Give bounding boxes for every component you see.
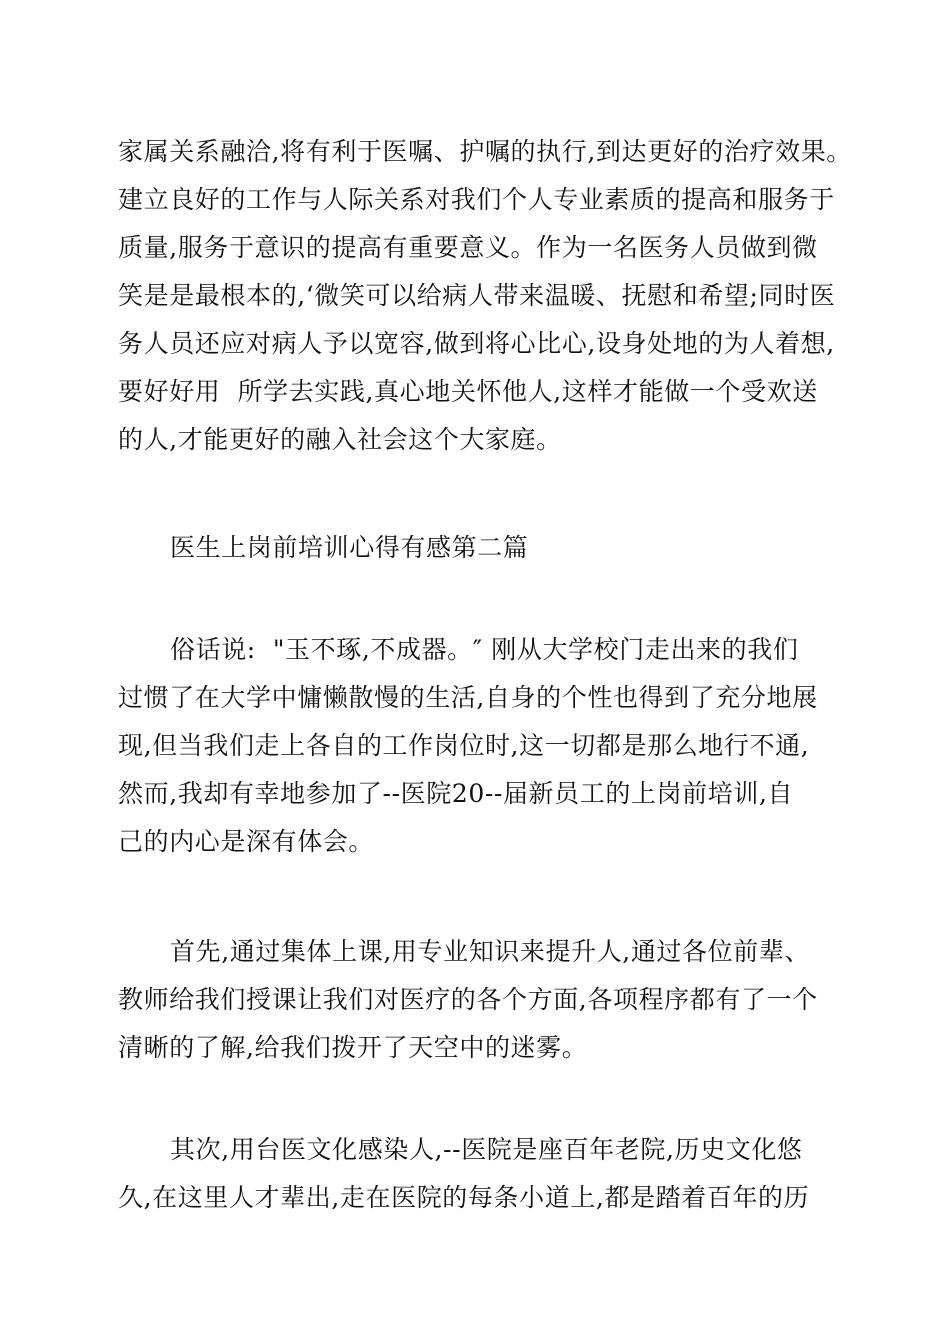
paragraph-line: 质量,服务于意识的提高有重要意义。作为一名医务人员做到微 (118, 233, 818, 262)
paragraph-line: 家属关系融洽,将有利于医嘱、护嘱的执行,到达更好的治疗效果。 (118, 137, 852, 166)
paragraph-line: 己的内心是深有体会。 (118, 827, 375, 856)
paragraph-line: 笑是是最根本的,‘微笑可以给病人带来温暖、抚慰和希望;同时医 (118, 281, 836, 310)
paragraph-line: 其次,用台医文化感染人,--医院是座百年老院,历史文化悠 (170, 1135, 803, 1164)
paragraph-line: 教师给我们授课让我们对医疗的各个方面,各项程序都有了一个 (118, 985, 818, 1014)
section-heading: 医生上岗前培训心得有感第二篇 (170, 533, 529, 562)
paragraph-line: 久,在这里人才辈出,走在医院的每条小道上,都是踏着百年的历 (118, 1183, 810, 1212)
paragraph-line: 的人,才能更好的融入社会这个大家庭。 (118, 425, 562, 454)
paragraph-line: 过惯了在大学中慵懒散慢的生活,自身的个性也得到了充分地展 (118, 683, 818, 712)
paragraph-line: 然而,我却有幸地参加了--医院20--届新员工的上岗前培训,自 (118, 779, 794, 808)
paragraph-line: 清晰的了解,给我们拨开了天空中的迷雾。 (118, 1033, 588, 1062)
paragraph-line: 要好好用 所学去实践,真心地关怀他人,这样才能做一个受欢送 (118, 377, 818, 406)
paragraph-line: 首先,通过集体上课,用专业知识来提升人,通过各位前辈、 (170, 937, 811, 966)
paragraph-line: 俗话说: "玉不琢,不成器。″ 刚从大学校门走出来的我们 (170, 635, 799, 664)
paragraph-line: 现,但当我们走上各自的工作岗位时,这一切都是那么地行不通, (118, 731, 810, 760)
paragraph-line: 建立良好的工作与人际关系对我们个人专业素质的提高和服务于 (118, 185, 835, 214)
paragraph-line: 务人员还应对病人予以宽容,做到将心比心,设身处地的为人着想, (118, 329, 835, 358)
